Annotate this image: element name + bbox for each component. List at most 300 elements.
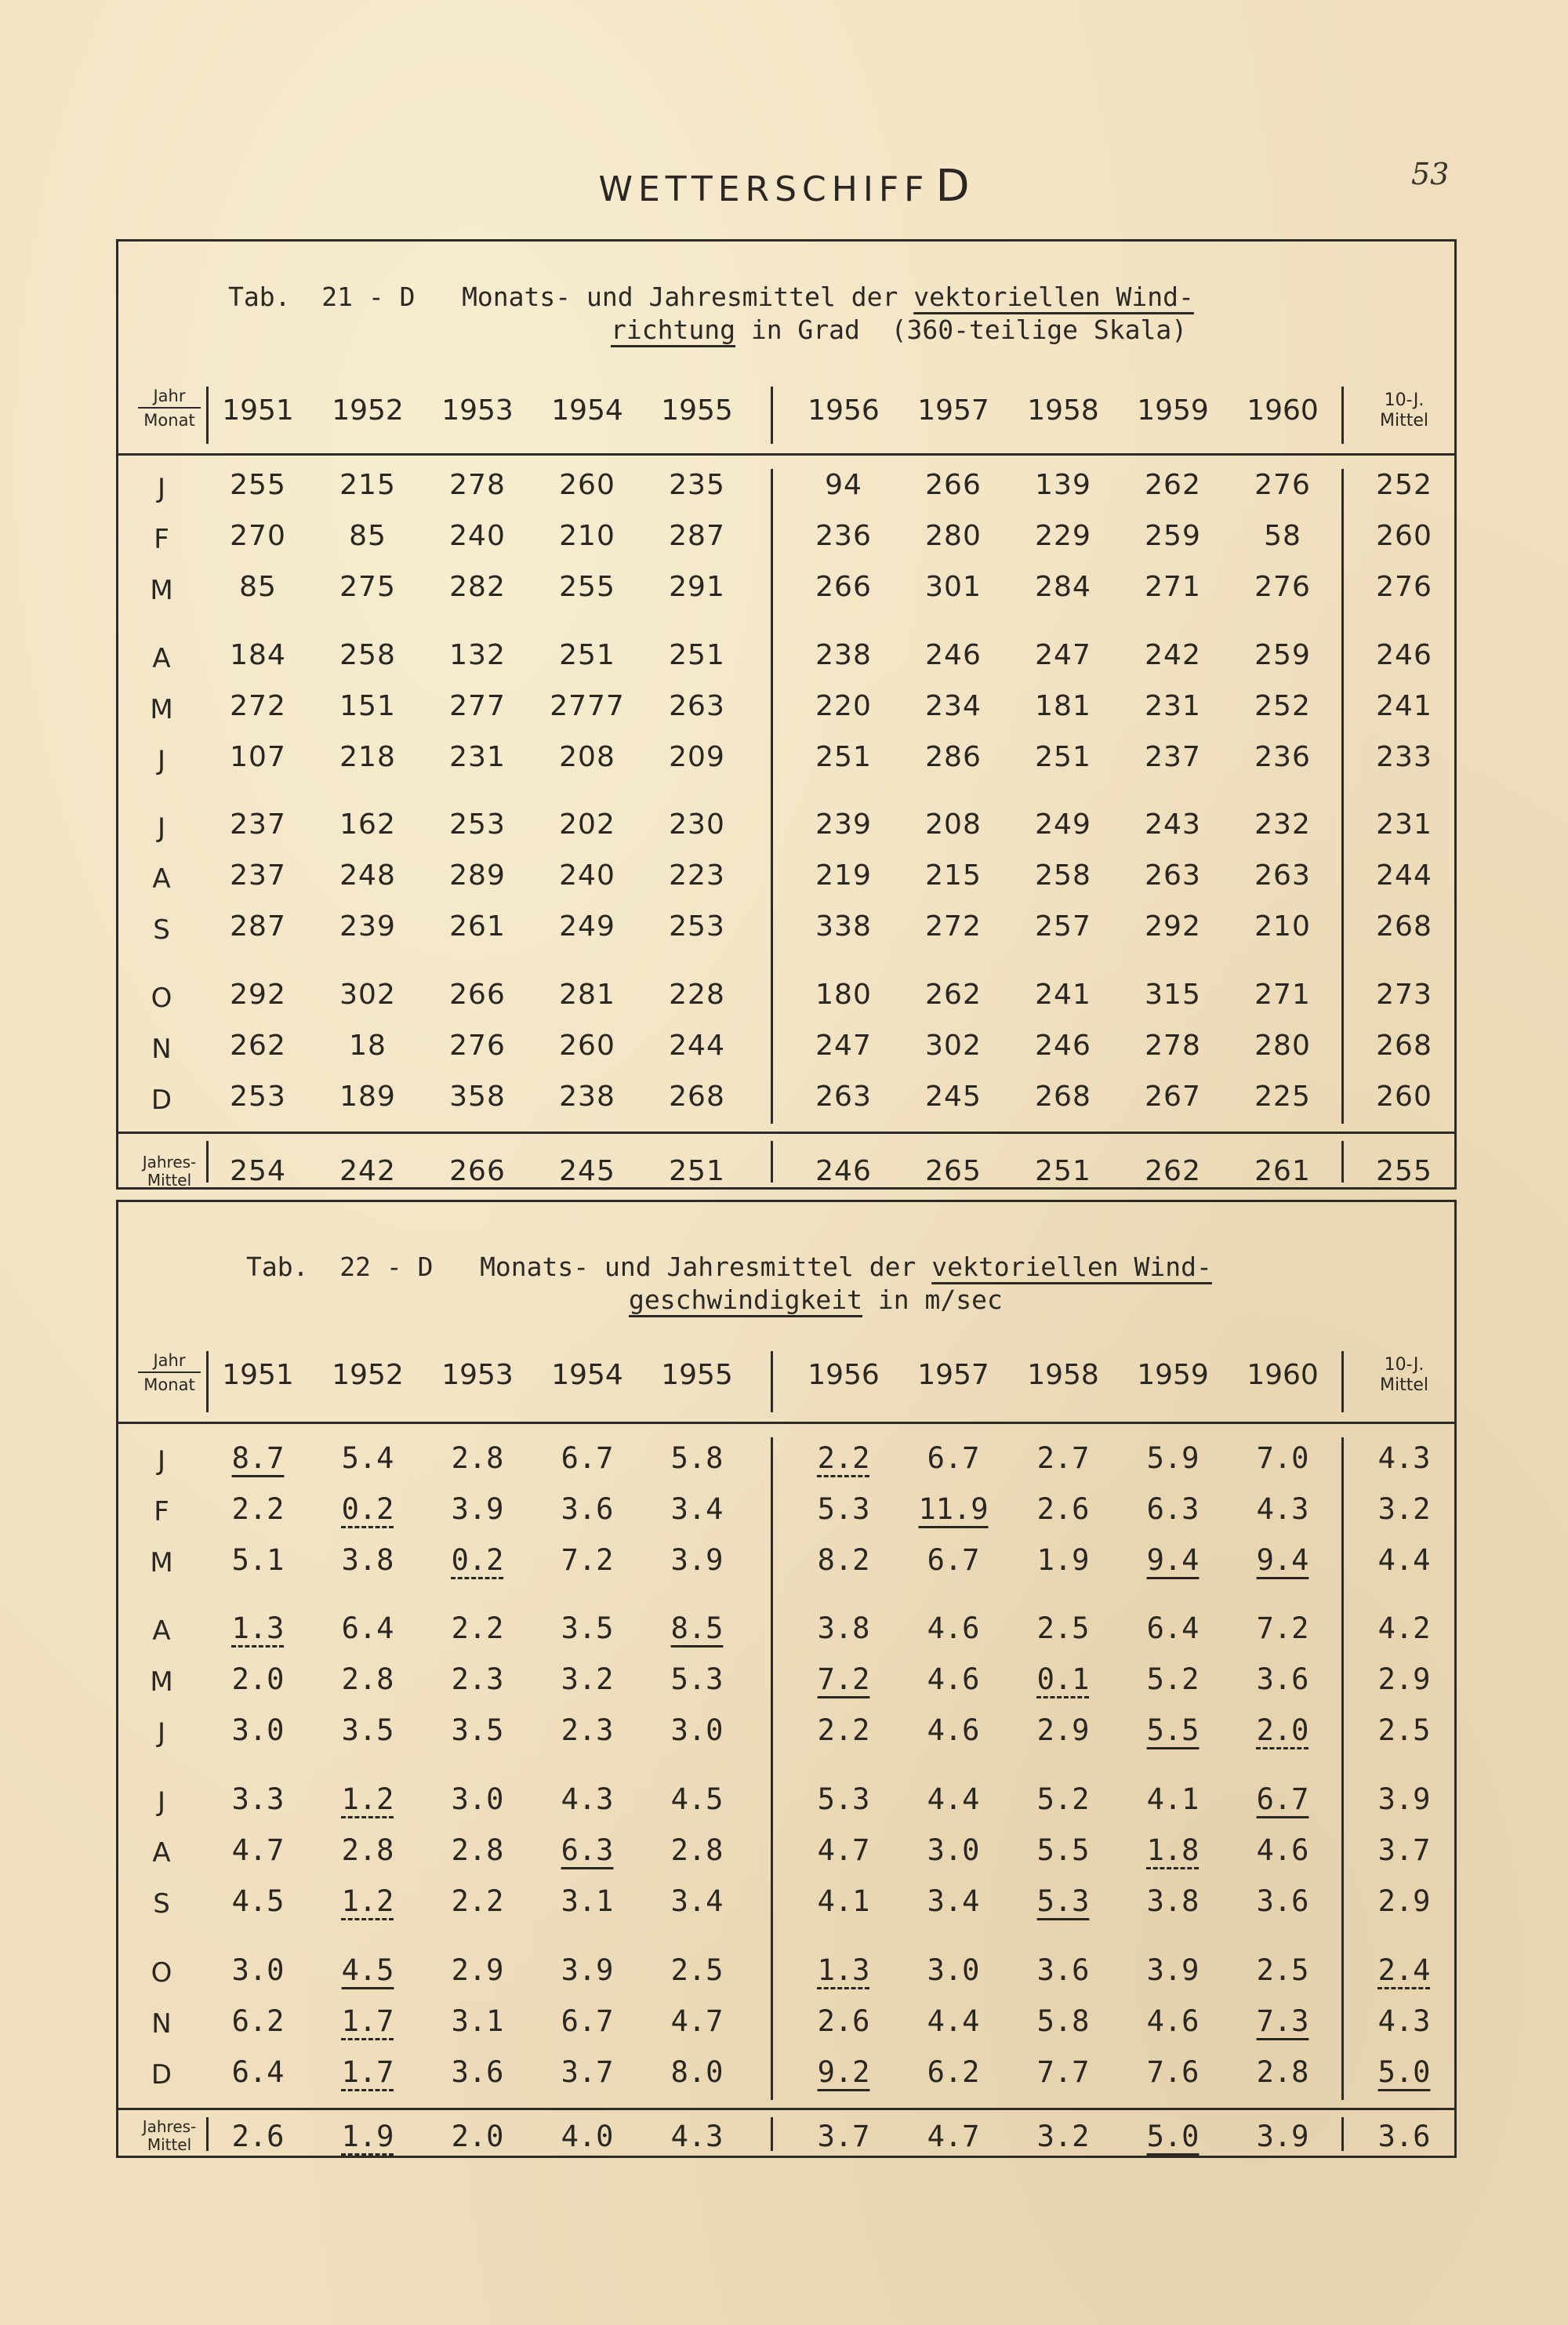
table-cell: 3.4 [670,1884,724,1918]
caption-number: 21 - D [321,282,416,312]
table-cell: 251 [669,639,725,671]
table-cell: 248 [339,859,396,892]
header-rule [118,1422,1454,1424]
table-cell: 271 [1254,979,1311,1011]
table-cell: 2777 [550,690,625,722]
decade-divider [771,1141,773,1182]
table-cell: 2.9 [1036,1713,1090,1747]
table-cell: 5.4 [341,1441,394,1475]
table-cell: 263 [1145,859,1201,892]
annual-cell: 2.6 [231,2120,285,2153]
year-header: 1959 [1137,394,1209,427]
page-number: 53 [1411,157,1450,191]
table-cell: 5.2 [1036,1782,1090,1816]
table-cell: 315 [1145,979,1201,1011]
table-cell: 249 [1035,808,1091,841]
decade-divider [771,1437,773,2100]
mean-header-line1: 10-J. [1384,391,1425,410]
corner-label [126,387,212,430]
year-header: 1958 [1027,394,1099,427]
mean-cell: 4.2 [1377,1611,1431,1645]
table-cell: 302 [925,1030,982,1062]
table-cell: 3.4 [670,1492,724,1526]
table-cell: 238 [559,1081,615,1113]
table-cell: 3.2 [561,1662,614,1696]
month-label: M [150,694,173,725]
table-cell: 259 [1145,520,1201,552]
table-cell: 253 [230,1081,286,1113]
annual-cell: 242 [339,1155,396,1187]
mean-cell: 276 [1376,571,1432,603]
caption-number: 22 - D [339,1252,434,1282]
table-cell: 0.2 [451,1543,504,1577]
table-cell: 7.0 [1256,1441,1309,1475]
table-cell: 252 [1254,690,1311,722]
table-cell: 3.6 [1036,1953,1090,1987]
mean-cell: 268 [1376,910,1432,943]
table-cell: 6.7 [561,1441,614,1475]
table-cell: 2.8 [1256,2055,1309,2089]
month-label: A [152,1615,171,1647]
table-cell: 4.4 [927,1782,980,1816]
table-cell: 7.7 [1036,2055,1090,2089]
table-cell: 5.5 [1146,1713,1200,1747]
table-cell: 268 [1035,1081,1091,1113]
table-cell: 277 [449,690,506,722]
month-label: N [151,1034,172,1065]
table-cell: 2.9 [451,1953,504,1987]
table-cell: 4.6 [927,1713,980,1747]
month-label: D [151,1084,172,1116]
table-cell: 276 [1254,571,1311,603]
table-cell: 218 [339,741,396,773]
table-caption [228,281,1194,347]
table-cell: 1.9 [1036,1543,1090,1577]
year-header: 1955 [661,1359,733,1391]
table-cell: 2.8 [341,1662,394,1696]
table-cell: 3.8 [341,1543,394,1577]
table-cell: 237 [1145,741,1201,773]
table-cell: 2.3 [561,1713,614,1747]
table-cell: 6.3 [1146,1492,1200,1526]
year-header: 1953 [441,394,514,427]
annual-cell: 251 [1035,1155,1091,1187]
month-label: M [150,1666,173,1698]
table-cell: 3.5 [561,1611,614,1645]
table-cell: 247 [1035,639,1091,671]
table-cell: 2.3 [451,1662,504,1696]
table-cell: 282 [449,571,506,603]
table-cell: 1.8 [1146,1833,1200,1867]
table-cell: 5.1 [231,1543,285,1577]
table-wind-direction [116,239,1457,1190]
table-cell: 2.0 [231,1662,285,1696]
table-cell: 284 [1035,571,1091,603]
table-cell: 245 [925,1081,982,1113]
table-cell: 225 [1254,1081,1311,1113]
table-cell: 2.6 [1036,1492,1090,1526]
table-cell: 3.6 [1256,1884,1309,1918]
table-cell: 5.8 [1036,2004,1090,2038]
mean-cell: 4.3 [1377,2004,1431,2038]
table-cell: 238 [815,639,872,671]
mean-cell: 233 [1376,741,1432,773]
table-cell: 255 [559,571,615,603]
table-cell: 4.6 [1146,2004,1200,2038]
table-cell: 6.7 [561,2004,614,2038]
caption-text-a: Monats- und Jahresmittel der [462,282,898,312]
mean-header [1361,1355,1447,1396]
table-cell: 267 [1145,1081,1201,1113]
annual-cell: 262 [1145,1155,1201,1187]
table-cell: 291 [669,571,725,603]
table-cell: 266 [449,979,506,1011]
month-label: J [157,1717,166,1749]
table-cell: 257 [1035,910,1091,943]
table-cell: 3.6 [451,2055,504,2089]
table-cell: 3.8 [817,1611,870,1645]
table-cell: 162 [339,808,396,841]
year-header: 1956 [808,1359,880,1391]
table-cell: 4.4 [927,2004,980,2038]
table-cell: 244 [669,1030,725,1062]
year-header: 1952 [332,1359,404,1391]
table-cell: 251 [1035,741,1091,773]
table-cell: 241 [1035,979,1091,1011]
table-cell: 237 [230,859,286,892]
table-cell: 239 [815,808,872,841]
year-header: 1952 [332,394,404,427]
table-cell: 271 [1145,571,1201,603]
table-cell: 232 [1254,808,1311,841]
mean-cell: 273 [1376,979,1432,1011]
table-cell: 258 [1035,859,1091,892]
table-cell: 4.6 [927,1611,980,1645]
table-cell: 210 [559,520,615,552]
table-cell: 338 [815,910,872,943]
annual-cell: 4.0 [561,2120,614,2153]
table-cell: 301 [925,571,982,603]
table-cell: 287 [669,520,725,552]
month-label: M [150,1547,173,1578]
table-cell: 3.9 [670,1543,724,1577]
table-cell: 2.5 [1036,1611,1090,1645]
month-label: A [152,643,171,674]
table-cell: 209 [669,741,725,773]
annual-cell: 3.2 [1036,2120,1090,2153]
table-cell: 215 [339,469,396,501]
year-header: 1957 [917,1359,989,1391]
table-cell: 2.2 [231,1492,285,1526]
table-cell: 1.3 [231,1611,285,1645]
table-cell: 2.2 [817,1713,870,1747]
annual-cell: 5.0 [1146,2120,1200,2153]
table-cell: 237 [230,808,286,841]
table-cell: 220 [815,690,872,722]
corner-label-month: Monat [143,1375,195,1394]
month-label: J [157,1445,166,1477]
mean-cell: 4.3 [1377,1441,1431,1475]
table-cell: 286 [925,741,982,773]
table-cell: 3.8 [1146,1884,1200,1918]
caption-text-b: in m/sec [862,1284,1003,1315]
table-cell: 3.6 [561,1492,614,1526]
table-cell: 3.9 [451,1492,504,1526]
table-cell: 230 [669,808,725,841]
table-cell: 229 [1035,520,1091,552]
mean-cell: 260 [1376,1081,1432,1113]
running-head-letter: D [935,161,970,212]
month-label: J [157,812,166,844]
table-cell: 2.2 [451,1611,504,1645]
table-cell: 4.3 [1256,1492,1309,1526]
table-cell: 1.7 [341,2004,394,2038]
year-header: 1951 [222,394,294,427]
table-cell: 3.0 [927,1833,980,1867]
table-cell: 3.0 [451,1782,504,1816]
table-cell: 7.6 [1146,2055,1200,2089]
footer-rule [118,2108,1454,2110]
annual-label-line2: Mittel [147,2135,192,2154]
month-label: J [157,473,166,504]
annual-cell: 254 [230,1155,286,1187]
annual-cell: 261 [1254,1155,1311,1187]
table-cell: 242 [1145,639,1201,671]
annual-cell: 1.9 [341,2120,394,2153]
table-cell: 234 [925,690,982,722]
mean-cell: 244 [1376,859,1432,892]
month-label: A [152,1837,171,1869]
table-cell: 3.1 [561,1884,614,1918]
table-cell: 181 [1035,690,1091,722]
mean-cell: 3.7 [1377,1833,1431,1867]
year-header: 1958 [1027,1359,1099,1391]
mean-divider [1341,1351,1344,1412]
table-cell: 151 [339,690,396,722]
table-cell: 1.2 [341,1782,394,1816]
mean-header [1361,391,1447,431]
caption-text-ul1: vektoriellen Wind- [913,282,1194,312]
table-cell: 255 [230,469,286,501]
annual-label-line1: Jahres- [142,1153,197,1172]
corner-label-year: Jahr [138,1351,201,1373]
year-header: 1954 [551,394,623,427]
table-cell: 5.2 [1146,1662,1200,1696]
table-cell: 208 [925,808,982,841]
table-cell: 208 [559,741,615,773]
table-cell: 2.8 [451,1833,504,1867]
table-cell: 280 [1254,1030,1311,1062]
table-cell: 1.7 [341,2055,394,2089]
annual-label-line2: Mittel [147,1171,192,1190]
table-cell: 4.3 [561,1782,614,1816]
month-label: N [151,2008,172,2040]
table-cell: 11.9 [918,1492,989,1526]
table-cell: 132 [449,639,506,671]
annual-cell: 266 [449,1155,506,1187]
annual-cell: 265 [925,1155,982,1187]
table-cell: 281 [559,979,615,1011]
annual-mean-cell: 255 [1376,1155,1432,1187]
month-label: S [153,1888,170,1920]
table-cell: 3.0 [231,1713,285,1747]
table-cell: 223 [669,859,725,892]
table-cell: 58 [1264,520,1301,552]
table-cell: 253 [449,808,506,841]
table-cell: 3.1 [451,2004,504,2038]
table-cell: 231 [1145,690,1201,722]
mean-header-line2: Mittel [1380,1375,1428,1395]
caption-text-ul2: geschwindigkeit [629,1284,863,1315]
month-label: M [150,575,173,606]
table-cell: 243 [1145,808,1201,841]
table-cell: 18 [349,1030,387,1062]
table-cell: 2.5 [1256,1953,1309,1987]
year-header: 1960 [1247,394,1319,427]
table-cell: 6.2 [231,2004,285,2038]
table-cell: 263 [1254,859,1311,892]
year-header: 1953 [441,1359,514,1391]
table-cell: 236 [1254,741,1311,773]
table-cell: 5.9 [1146,1441,1200,1475]
caption-label: Tab. [228,282,291,312]
table-cell: 139 [1035,469,1091,501]
year-header: 1954 [551,1359,623,1391]
table-cell: 219 [815,859,872,892]
table-cell: 5.3 [670,1662,724,1696]
table-cell: 289 [449,859,506,892]
caption-text-a: Monats- und Jahresmittel der [480,1252,916,1282]
running-head [0,161,1568,212]
table-cell: 240 [559,859,615,892]
table-cell: 276 [1254,469,1311,501]
mean-cell: 2.5 [1377,1713,1431,1747]
table-cell: 4.5 [670,1782,724,1816]
table-cell: 266 [815,571,872,603]
table-cell: 8.2 [817,1543,870,1577]
table-cell: 292 [230,979,286,1011]
annual-cell: 3.9 [1256,2120,1309,2153]
caption-text-ul1: vektoriellen Wind- [931,1252,1212,1282]
decade-divider [771,469,773,1124]
table-cell: 4.6 [927,1662,980,1696]
table-cell: 184 [230,639,286,671]
table-cell: 215 [925,859,982,892]
table-cell: 4.5 [231,1884,285,1918]
table-cell: 210 [1254,910,1311,943]
annual-cell: 2.0 [451,2120,504,2153]
table-cell: 276 [449,1030,506,1062]
mean-cell: 241 [1376,690,1432,722]
mean-divider [1341,1141,1344,1182]
table-cell: 261 [449,910,506,943]
mean-cell: 5.0 [1377,2055,1431,2089]
year-header: 1957 [917,394,989,427]
table-cell: 8.7 [231,1441,285,1475]
table-cell: 235 [669,469,725,501]
annual-label [126,2118,212,2154]
table-cell: 253 [669,910,725,943]
annual-cell: 245 [559,1155,615,1187]
table-cell: 278 [449,469,506,501]
annual-cell: 3.7 [817,2120,870,2153]
table-cell: 3.9 [561,1953,614,1987]
table-cell: 5.5 [1036,1833,1090,1867]
table-cell: 6.7 [927,1543,980,1577]
table-cell: 268 [669,1081,725,1113]
table-cell: 246 [925,639,982,671]
decade-divider [771,387,773,444]
table-cell: 228 [669,979,725,1011]
table-cell: 246 [1035,1030,1091,1062]
mean-divider [1341,2117,1344,2151]
table-cell: 6.4 [341,1611,394,1645]
table-cell: 5.3 [817,1492,870,1526]
decade-divider [771,2117,773,2151]
table-cell: 4.1 [1146,1782,1200,1816]
table-wind-speed [116,1200,1457,2158]
table-cell: 239 [339,910,396,943]
table-cell: 202 [559,808,615,841]
table-cell: 3.5 [451,1713,504,1747]
table-cell: 2.0 [1256,1713,1309,1747]
table-cell: 3.9 [1146,1953,1200,1987]
table-cell: 2.6 [817,2004,870,2038]
table-cell: 107 [230,741,286,773]
table-cell: 302 [339,979,396,1011]
table-cell: 231 [449,741,506,773]
table-cell: 263 [669,690,725,722]
table-cell: 262 [230,1030,286,1062]
table-cell: 270 [230,520,286,552]
table-cell: 7.2 [1256,1611,1309,1645]
table-cell: 287 [230,910,286,943]
annual-cell: 251 [669,1155,725,1187]
month-label: D [151,2059,172,2091]
year-header: 1956 [808,394,880,427]
caption-text-b: in Grad (360-teilige Skala) [735,314,1188,345]
table-cell: 3.0 [670,1713,724,1747]
footer-rule [118,1132,1454,1134]
mean-divider [1341,469,1344,1124]
running-head-text: WETTERSCHIFF [598,169,930,209]
month-label: A [152,863,171,895]
table-cell: 2.2 [817,1441,870,1475]
table-cell: 6.4 [231,2055,285,2089]
table-cell: 2.2 [451,1884,504,1918]
corner-label-year: Jahr [138,387,201,409]
mean-cell: 246 [1376,639,1432,671]
table-cell: 251 [559,639,615,671]
table-cell: 1.3 [817,1953,870,1987]
month-label: F [154,1496,169,1528]
caption-text-ul2: richtung [611,314,735,345]
table-cell: 6.7 [1256,1782,1309,1816]
table-cell: 180 [815,979,872,1011]
annual-cell: 246 [815,1155,872,1187]
table-cell: 3.6 [1256,1662,1309,1696]
table-cell: 4.7 [670,2004,724,2038]
table-cell: 3.0 [231,1953,285,1987]
table-cell: 0.2 [341,1492,394,1526]
table-cell: 259 [1254,639,1311,671]
mean-cell: 3.9 [1377,1782,1431,1816]
table-cell: 85 [239,571,277,603]
year-header: 1955 [661,394,733,427]
table-cell: 3.5 [341,1713,394,1747]
month-label: F [154,524,169,555]
year-header: 1959 [1137,1359,1209,1391]
